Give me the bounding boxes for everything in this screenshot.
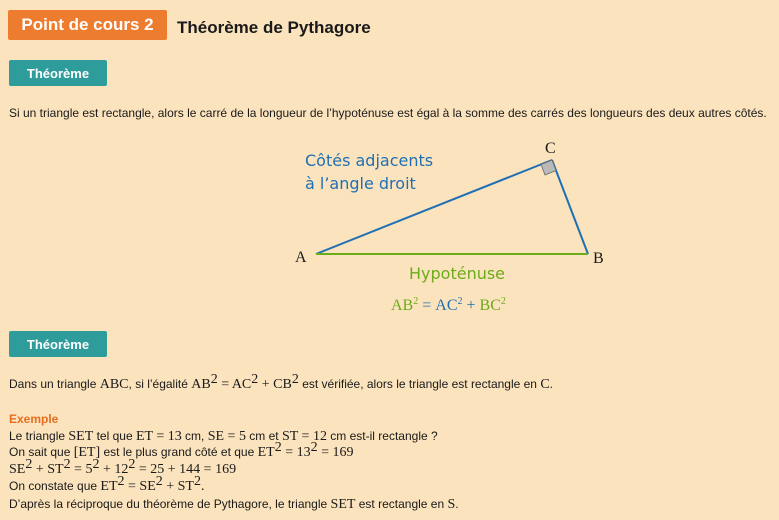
page-title: Théorème de Pythagore xyxy=(177,18,371,37)
example-line-2: On sait que [ET] est le plus grand côté et que $ET^2 = 13^2 = 169$ xyxy=(9,440,354,460)
adjacent-sides-label-2: à l’angle droit xyxy=(305,174,416,193)
vertex-b-label: B xyxy=(593,250,604,267)
adjacent-sides-label-1: Côtés adjacents xyxy=(305,151,434,170)
converse-statement: Dans un triangle ABC, si l’égalité $AB^2 = AC^2 + CB^2$ est vérifiée, alors le triangle est rectangle en C. xyxy=(9,372,554,392)
vertex-c-label: C xyxy=(545,140,556,157)
example-line-4: On constate que $ET^2 = SE^2 + ST^2$. xyxy=(9,474,205,494)
example-line-1: Le triangle SET tel que ET = 13 cm, SE = 5 cm et ST = 12 cm est-il rectangle ? xyxy=(9,429,438,444)
example-line-3: $SE^2 + ST^2 = 5^2 + 12^2 = 25 + 144 = 169$ xyxy=(9,457,237,477)
pythagoras-formula: $AB^2 = AC^2 + BC^2$ xyxy=(391,296,506,314)
hypotenuse-label: Hypoténuse xyxy=(409,264,506,283)
theorem-tag-converse: Théorème xyxy=(9,331,107,357)
example-conclusion: D’après la réciproque du théorème de Pythagore, le triangle SET est rectangle en S. xyxy=(9,497,459,512)
theorem-tag: Théorème xyxy=(9,60,107,86)
lesson-badge: Point de cours 2 xyxy=(8,10,167,40)
vertex-a-label: A xyxy=(295,249,307,266)
example-label: Exemple xyxy=(9,412,59,426)
side-cb xyxy=(552,160,588,254)
theorem-statement: Si un triangle est rectangle, alors le carré de la longueur de l’hypoténuse est égal à la somme des carrés des longueurs des deux autres côtés. xyxy=(9,106,767,120)
